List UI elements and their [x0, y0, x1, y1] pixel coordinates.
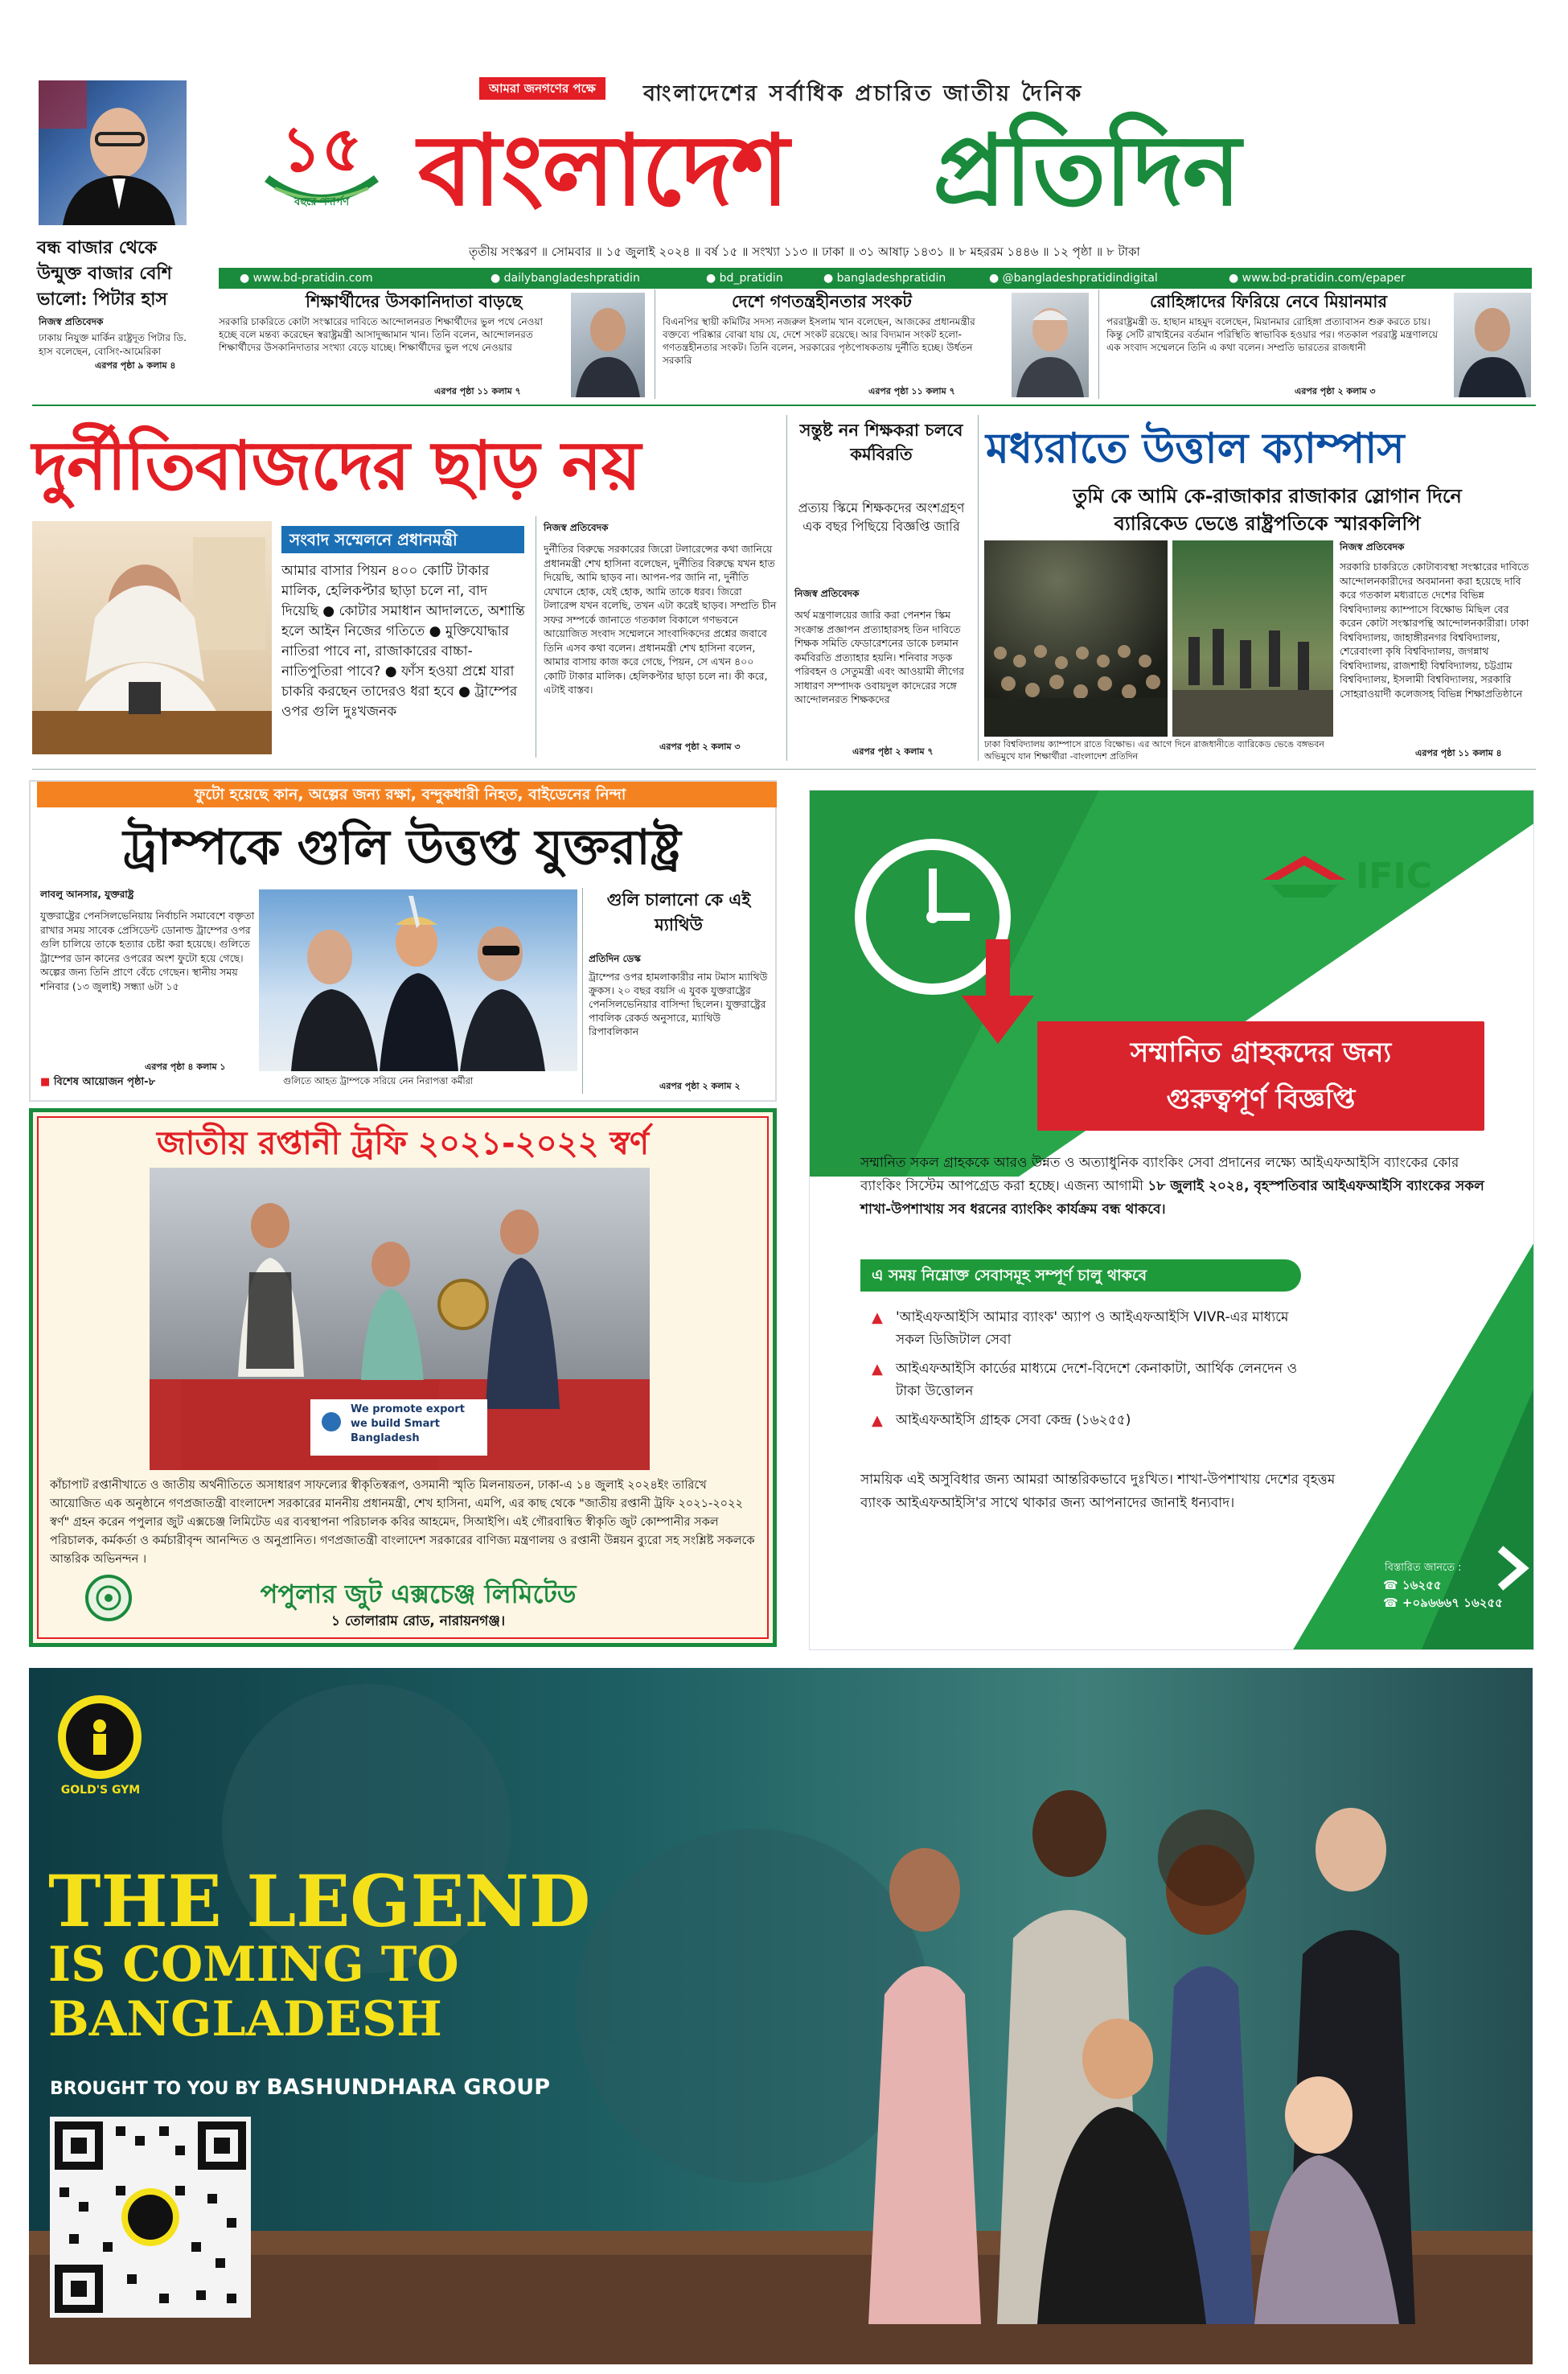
trump-special-text: বিশেষ আয়োজন পৃষ্ঠা-৮ — [53, 1076, 156, 1088]
campus-deck: তুমি কে আমি কে-রাজাকার রাজাকার স্লোগান দিনে ব্যারিকেড ভেঙে রাষ্ট্রপতিকে স্মারকলিপি — [1073, 485, 1462, 535]
campus-headline: মধ্যরাতে উত্তাল ক্যাম্পাস — [986, 425, 1405, 473]
qr-code[interactable] — [50, 2117, 251, 2318]
gold-brought: BROUGHT TO YOU BY — [50, 2079, 261, 2099]
export-address: ১ তোলারাম রোড, নারায়নগঞ্জ। — [330, 1613, 506, 1629]
campus-caption — [984, 738, 1333, 762]
phone-icon: ☎ — [1383, 1578, 1398, 1592]
special-marker-icon: ■ — [40, 1076, 51, 1088]
trump-side-headline: গুলি চালানো কে এই ম্যাথিউ — [606, 890, 751, 934]
gold-line3: BANGLADESH — [48, 1991, 442, 2047]
campus-photo-barricade — [1172, 540, 1333, 737]
masthead-name-red: বাংলাদেশ — [418, 113, 788, 228]
ific-intro-bold: ১৮ জুলাই ২০২৪, বৃহস্পতিবার আইএফআইসি ব্যাংকের সকল শাখা-উপশাখায় সব ধরনের ব্যাংকিং কার্যক্রম বন্ধ থাকবে। — [860, 1178, 1484, 1218]
campus-jump: এরপর পৃষ্ঠা ১১ কলাম ৪ — [1415, 748, 1502, 758]
campus-body: সরকারি চাকরিতে কোটাব্যবস্থা সংস্কারের দাবিতে আন্দোলনকারীদের অবমাননা করা হয়েছে দাবি করে গতকাল মধ্যরাতে দেশের বিভিন্ন বিশ্ববিদ্যালয় ক্যাম্পাসে বিক্ষোভ মিছিল বের করেন কোটা সংস্কারপন্থি আন্দোলনকারীরা। ঢাকা বিশ্ববিদ্যালয়, জাহাঙ্গীরনগর বিশ্ববিদ্যালয়, শেরেবাংলা কৃষি বিশ্ববিদ্যালয়, জগন্নাথ বিশ্ববিদ্যালয়, রাজশাহী বিশ্ববিদ্যালয়, চট্টগ্রাম বিশ্ববিদ্যালয়, ইসলামী বিশ্ববিদ্যালয়, সরকারি সোহরাওয়ার্দী কলেজসহ বিভিন্ন শিক্ষাপ্রতিষ্ঠানে — [1340, 561, 1529, 700]
ific-intro — [860, 1152, 1496, 1222]
social-link-3[interactable]: ● bangladeshpratidin — [823, 272, 946, 285]
teaser-jump-0: এরপর পৃষ্ঠা ১১ কলাম ৭ — [434, 386, 521, 396]
ear-headline: বন্ধ বাজার থেকে উন্মুক্ত বাজার বেশি ভালো: পিটার হাস — [37, 237, 172, 310]
teaser-photo-1 — [1012, 293, 1089, 397]
ific-service-1: আইএফআইসি কার্ডের মাধ্যমে দেশে-বিদেশে কেনাকাটা, আর্থিক লেনদেন ও টাকা উত্তোলন — [896, 1361, 1298, 1399]
trump-body: যুক্তরাষ্ট্রের পেনসিলভেনিয়ায় নির্বাচনি সমাবেশে বক্তৃতা রাখার সময় সাবেক প্রেসিডেন্ট ডোনাল্ড ট্রাম্পের ওপর গুলি চালিয়ে তাকে হত্যার চেষ্টা করা হয়েছে। গুলিতে ট্রাম্পের ডান কানের ওপরের অংশ ফুটো হয়ে গেছে। অল্পের জন্য তিনি প্রাণে বেঁচে গেছেন। স্থানীয় সময় শনিবার (১৩ জুলাই) সন্ধ্যা ৬টা ১৫ — [40, 910, 255, 992]
ific-service-2: আইএফআইসি গ্রাহক সেবা কেন্দ্র (১৬২৫৫) — [896, 1412, 1131, 1428]
trump-side-body: ট্রাম্পের ওপর হামলাকারীর নাম টমাস ম্যাথিউ ক্রুকস। ২০ বছর বয়সি এ যুবক যুক্তরাষ্ট্রের পেনসিলভেনিয়ার বাসিন্দা ছিলেন। যুক্তরাষ্ট্রের পাবলিক রেকর্ড অনুসারে, ম্যাথিউ রিপাবলিকান — [589, 971, 768, 1037]
campus-byline: নিজস্ব প্রতিবেদক — [1340, 541, 1405, 552]
export-banner-text: We promote export we build Smart Bangladesh — [351, 1403, 465, 1444]
service-bullet-0: ▲ — [872, 1309, 883, 1326]
tagline-top: আমরা জনগণের পক্ষে — [489, 81, 596, 96]
ific-contact-label: বিস্তারিত জানতে : — [1385, 1562, 1462, 1574]
ific-contact-2: ☎ +০৯৬৬৬৭ ১৬২৫৫ — [1383, 1596, 1503, 1610]
ific-closing: সাময়িক এই অসুবিধার জন্য আমরা আন্তরিকভাবে দুঃখিত। শাখা-উপশাখায় দেশের বৃহত্তম ব্যাংক আইএফআইসি'র সাথে থাকার জন্য আপনাদের জানাই ধন্যবাদ। — [860, 1472, 1336, 1511]
campus-credit: -বাংলাদেশ প্রতিদিন — [1069, 751, 1139, 762]
teachers-deck: প্রত্যয় স্কিমে শিক্ষকদের অংশগ্রহণ এক বছর পিছিয়ে বিজ্ঞপ্তি জারি — [798, 500, 965, 534]
export-photo — [150, 1168, 650, 1470]
ific-contact-1: ☎ ১৬২৫৫ — [1383, 1578, 1442, 1592]
campus-photo-night — [984, 540, 1168, 737]
athletes-photo — [836, 1729, 1520, 2324]
service-bullet-2: ▲ — [872, 1412, 883, 1429]
trump-photo — [259, 889, 577, 1071]
phone-icon: ☎ — [1383, 1596, 1398, 1610]
athletes-icon — [836, 1729, 1520, 2324]
lead-highlights: আমার বাসার পিয়ন ৪০০ কোটি টাকার মালিক, হেলিকপ্টার ছাড়া চলে না, বাদ দিয়েছি ● কোটার সমাধান আদালতে, অশান্তি হলে আইন নিজের গতিতে ● মুক্তিযোদ্ধার নাতিরা পাবে না, রাজাকারের বাচ্চা-নাতিপুতিরা পাবে? ● ফাঁস হওয়া প্রশ্নে যারা চাকরি করছেন তাদেরও ধরা হবে ● ট্রাম্পের ওপর গুলি দুঃখজনক — [281, 563, 525, 720]
crowd-icon — [984, 540, 1168, 737]
trump-headline: ট্রাম্পকে গুলি উত্তপ্ত যুক্তরাষ্ট্র — [123, 819, 681, 876]
lead-jump: এরপর পৃষ্ঠা ২ কলাম ৩ — [659, 741, 741, 752]
social-link-4[interactable]: ● @bangladeshpratidindigital — [989, 272, 1158, 285]
lead-body: দুর্নীতির বিরুদ্ধে সরকারের জিরো টলারেন্সের কথা জানিয়ে প্রধানমন্ত্রী শেখ হাসিনা বলেছেন, দুর্নীতির বিরুদ্ধে যখন হাত দিয়েছি, আমি ছাড়ব না। আপন-পর জানি না, দুর্নীতি যেখানে হোক, যেই হোক, আমি তাকে ধরব। জিরো টলারেন্স যখন বলেছি, তখন এটা করেই ছাড়ব। সম্প্রতি চীন সফর সম্পর্কে জানাতে গতকাল বিকালে গণভবনে আয়োজিত সংবাদ সম্মেলনে সাংবাদিকদের প্রশ্নের জবাবে তিনি এসব কথা বলেন। প্রধানমন্ত্রী শেখ হাসিনা বলেন, আমার বাসায় কাজ করে গেছে, পিয়ন, সে এখন ৪০০ কোটি টাকার মালিক। হেলিকপ্টার ছাড়া চলে না। কী করে, এটাই বাস্তব। — [544, 543, 777, 696]
lead-byline: নিজস্ব প্রতিবেদক — [544, 522, 609, 533]
rally-scene-icon — [259, 889, 577, 1071]
trump-strap: ফুটো হয়েছে কান, অল্পের জন্য রক্ষা, বন্দুকধারী নিহত, বাইডেনের নিন্দা — [194, 786, 626, 803]
ific-service-0: 'আইএফআইসি আমার ব্যাংক' অ্যাপ ও আইএফআইসি VIVR-এর মাধ্যমে সকল ডিজিটাল সেবা — [896, 1309, 1289, 1348]
teaser-body-1: বিএনপির স্থায়ী কমিটির সদস্য নজরুল ইসলাম খান বলেছেন, আজকের প্রধানমন্ত্রীর বক্তব্যে পরিষ্কার বোঝা যায় যে, দেশে সংকট রয়েছে। আর বিদ্যমান সংকট হলো- গণতন্ত্রহীনতার সংকট। তিনি বলেন, সরকারের পৃষ্ঠপোষকতায় দুর্নীতি হচ্ছে। উর্ধতন সরকারি — [663, 316, 975, 366]
ific-title-line1: সম্মানিত গ্রাহকদের জন্য — [1130, 1037, 1392, 1069]
anniversary-text: বছরে পদার্পণ — [293, 196, 350, 208]
ific-intro-text: সম্মানিত সকল গ্রাহককে আরও উন্নত ও অত্যাধুনিক ব্যাংকিং সেবা প্রদানের লক্ষ্যে আইএফআইসি ব্যাংকের কোর ব্যাংকিং সিস্টেম আপগ্রেড করা হচ্ছে। এজন্য আগামী — [860, 1155, 1459, 1194]
teaser-headline-2: রোহিঙ্গাদের ফিরিয়ে নেবে মিয়ানমার — [1150, 292, 1388, 311]
lead-headline: দুর্নীতিবাজদের ছাড় নয় — [32, 426, 641, 505]
teaser-body-2: পররাষ্ট্রমন্ত্রী ড. হাছান মাহমুদ বলেছেন, মিয়ানমার রোহিঙ্গা প্রত্যাবাসন শুরু করতে চায়। কিন্তু সেটি রাখাইনের বর্তমান পরিস্থিতি স্বাভাবিক হওয়ার পর। গতকাল পররাষ্ট্র মন্ত্রণালয়ে এক সংবাদ সম্মেলনে তিনি এ কথা বলেন। সম্প্রতি ভারতের রাজধানী — [1106, 316, 1439, 353]
social-link-0[interactable]: ● www.bd-pratidin.com — [240, 272, 373, 285]
chevron-right-icon — [1496, 1544, 1531, 1592]
social-link-5[interactable]: ● www.bd-pratidin.com/epaper — [1229, 272, 1406, 285]
masthead-slogan: বাংলাদেশের সর্বাধিক প্রচারিত জাতীয় দৈনিক — [643, 81, 1084, 106]
anniversary-number: ১৫ — [281, 113, 363, 186]
trump-special — [40, 1074, 155, 1091]
down-arrow-icon — [962, 939, 1034, 1044]
service-bullet-1: ▲ — [872, 1361, 883, 1378]
teaser-body-0: সরকারি চাকরিতে কোটা সংস্কারের দাবিতে আন্দোলনরত শিক্ষার্থীদের ভুল পথে নেওয়া হচ্ছে বলে মন্তব্য করেছেন স্বরাষ্ট্রমন্ত্রী আসাদুজ্জামান খান। তিনি বলেন, আন্দোলনরত শিক্ষার্থীদের উসকানিদাতার সংখ্যা বেড়ে যাচ্ছে। শিক্ষার্থীদের ভুল পথে নেওয়ার — [219, 316, 544, 353]
tagline-badge — [479, 77, 605, 100]
trump-caption: গুলিতে আহত ট্রাম্পকে সরিয়ে নেন নিরাপত্তা কর্মীরা — [283, 1075, 474, 1086]
gold-line2: IS COMING TO — [48, 1937, 459, 1993]
protest-icon — [1172, 540, 1333, 737]
trump-jump: এরপর পৃষ্ঠা ৪ কলাম ১ — [145, 1062, 226, 1072]
ear-body: ঢাকায় নিযুক্ত মার্কিন রাষ্ট্রদূত পিটার ডি. হাস বলেছেন, বোসিং-আমেরিকা — [39, 332, 187, 357]
qr-code-icon — [55, 2121, 246, 2313]
teaser-photo-2 — [1454, 293, 1531, 397]
campus-caption-text: ঢাকা বিশ্ববিদ্যালয় ক্যাম্পাসে রাতে বিক্ষোভ। এর আগে দিনে রাজধানীতে ব্যারিকেড ভেঙে বঙ্গভবন অভিমুখে যান শিক্ষার্থীরা — [984, 739, 1324, 762]
teaser-photo-0 — [571, 293, 645, 397]
social-link-1[interactable]: ● dailybangladeshpratidin — [491, 272, 640, 285]
teaser-headline-0: শিক্ষার্থীদের উসকানিদাতা বাড়ছে — [306, 292, 523, 311]
teachers-headline: সন্তুষ্ট নন শিক্ষকরা চলবে কর্মবিরতি — [799, 421, 963, 464]
trump-side-jump: এরপর পৃষ্ঠা ২ কলাম ২ — [659, 1081, 741, 1091]
export-company: পপুলার জুট এক্সচেঞ্জ লিমিটেড — [260, 1579, 577, 1609]
gold-brought-line — [50, 2075, 550, 2102]
ear-jump: এরপর পৃষ্ঠা ৯ কলাম ৪ — [95, 360, 176, 371]
ear-byline: নিজস্ব প্রতিবেদক — [39, 316, 104, 327]
gold-sponsor: BASHUNDHARA GROUP — [266, 2075, 550, 2100]
ific-logo-text: IFIC — [1356, 856, 1433, 897]
lead-kicker: সংবাদ সম্মেলনে প্রধানমন্ত্রী — [289, 530, 458, 549]
ear-photo — [39, 80, 187, 225]
gold-logo-text: GOLD'S GYM — [60, 1784, 141, 1797]
export-seal-icon — [85, 1575, 132, 1621]
trump-byline: লাবলু আনসার, যুক্তরাষ্ট্র — [40, 889, 134, 900]
gold-line1: THE LEGEND — [48, 1859, 591, 1943]
pm-portrait-icon — [32, 521, 272, 754]
export-title: জাতীয় রপ্তানী ট্রফি ২০২১-২০২২ স্বর্ণ — [156, 1125, 650, 1162]
teaser-jump-1: এরপর পৃষ্ঠা ১১ কলাম ৭ — [868, 386, 955, 396]
lead-photo — [32, 521, 272, 754]
anniversary-badge — [259, 114, 384, 219]
teachers-byline: নিজস্ব প্রতিবেদক — [794, 588, 860, 599]
masthead-info-line: তৃতীয় সংস্করণ ॥ সোমবার ॥ ১৫ জুলাই ২০২৪ ॥ বর্ষ ১৫ ॥ সংখ্যা ১১৩ ॥ ঢাকা ॥ ৩১ আষাঢ় ১৪৩১ ॥ ৮ মহররম ১৪৪৬ ॥ ১২ পৃষ্ঠা ॥ ৮ টাকা — [469, 244, 1140, 259]
trump-side-byline: প্রতিদিন ডেস্ক — [589, 953, 641, 964]
export-body: কাঁচাপাট রপ্তানীখাতে ও জাতীয় অর্থনীতিতে অসাধারণ সাফল্যের স্বীকৃতিস্বরূপ, ওসমানী স্মৃতি মিলনায়তন, ঢাকা-এ ১৪ জুলাই ২০২৪ইং তারিখে আয়োজিত এক অনুষ্ঠানে গণপ্রজাতন্ত্রী বাংলাদেশ সরকারের মাননীয় প্রধানমন্ত্রী, শেখ হাসিনা, এমপি, এর কাছ থেকে "জাতীয় রপ্তানী ট্রফি ২০২১-২০২২ স্বর্ণ" গ্রহন করেন পপুলার জুট এক্সচেঞ্জ লিমিটেড এর ব্যবস্থাপনা পরিচালক কবির আহমেদ, সিআইপি। এই গৌরবান্বিত স্বীকৃতি জুট কোম্পানীর সকল পরিচালক, কর্মকর্তা ও কর্মচারীবৃন্দ আনন্দিত ও অনুপ্রানিত। গণপ্রজাতন্ত্রী বাংলাদেশ সরকারের বাণিজ্য মন্ত্রণালয় ও রপ্তানী উন্নয়ন ব্যুরো সহ সংশ্লিষ্ট সকলকে আন্তরিক অভিনন্দন । — [50, 1479, 755, 1566]
teaser-headline-1: দেশে গণতন্ত্রহীনতার সংকট — [732, 292, 912, 311]
teaser-jump-2: এরপর পৃষ্ঠা ২ কলাম ৩ — [1295, 386, 1376, 396]
ific-logo-mark — [1262, 856, 1346, 897]
masthead-name-green: প্রতিদিন — [933, 113, 1240, 228]
portrait-icon — [39, 80, 187, 225]
gold-logo — [56, 1694, 143, 1780]
teachers-body: অর্থ মন্ত্রণালয়ের জারি করা পেনশন স্কিম সংক্রান্ত প্রজ্ঞাপন প্রত্যাহারসহ তিন দাবিতে শিক্ষক সমিতি ফেডারেশনের ডাকে চলমান কর্মবিরতি প্রত্যাহার হয়নি। শনিবার সড়ক পরিবহন ও সেতুমন্ত্রী এবং আওয়ামী লীগের সাধারণ সম্পাদক ওবায়দুল কাদেরের সঙ্গে আন্দোলনরত শিক্ষকদের — [794, 609, 965, 705]
teachers-jump: এরপর পৃষ্ঠা ২ কলাম ৭ — [852, 746, 934, 757]
social-link-2[interactable]: ● bd_pratidin — [706, 272, 783, 285]
ific-services-heading: এ সময় নিম্নোক্ত সেবাসমূহ সম্পূর্ণ চালু থাকবে — [872, 1267, 1147, 1284]
ific-title-line2: গুরুত্বপূর্ণ বিজ্ঞপ্তি — [1166, 1083, 1356, 1115]
